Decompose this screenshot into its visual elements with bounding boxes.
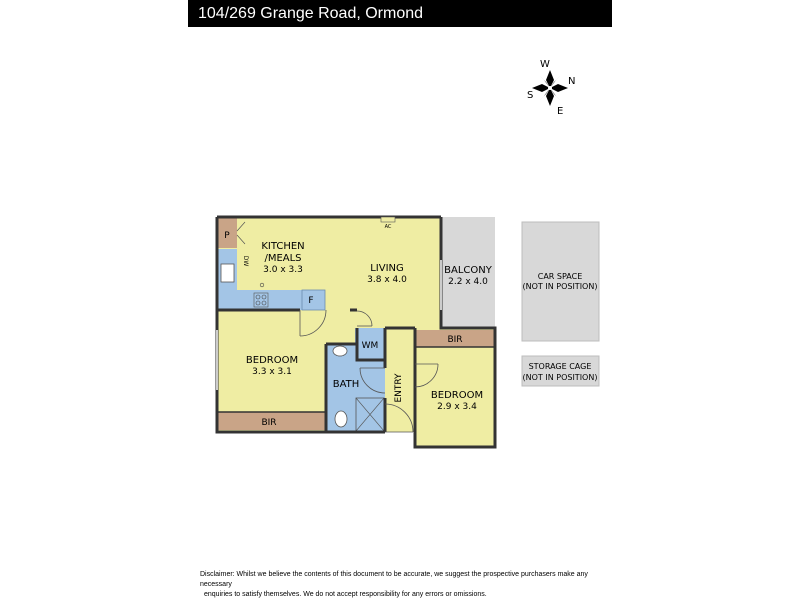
living-size: 3.8 x 4.0 (367, 275, 407, 285)
bir-bedroom2-label: BIR (447, 335, 463, 345)
balcony-size: 2.2 x 4.0 (448, 277, 488, 287)
address-title: 104/269 Grange Road, Ormond (188, 0, 612, 27)
compass-s-label: S (527, 90, 534, 101)
disclaimer-line1: Disclaimer: Whilst we believe the contents of this document to be accurate, we suggest the prospective purchasers make any necessary (200, 571, 588, 588)
entry-label: ENTRY (394, 373, 404, 403)
disclaimer-line2: enquiries to satisfy themselves. We do not accept responsibility for any errors or omissions. (204, 591, 487, 598)
compass-n-label: N (568, 76, 576, 87)
sink-icon (221, 264, 234, 282)
bedroom2-label: BEDROOM (430, 390, 484, 401)
car-space-label: CAR SPACE (537, 272, 583, 281)
bedroom1-size: 3.3 x 3.1 (252, 367, 292, 377)
storage-cage-label: STORAGE CAGE (528, 362, 592, 371)
dishwasher-label: DW (242, 255, 249, 267)
fridge-label: F (308, 296, 314, 306)
basin-icon (333, 346, 347, 356)
cooktop-icon (254, 293, 268, 307)
car-space-note: (NOT IN POSITION) (522, 282, 598, 291)
living-label: LIVING (370, 263, 404, 274)
pantry-label: P (224, 231, 230, 241)
bir-bedroom1-label: BIR (261, 418, 277, 428)
storage-cage-note: (NOT IN POSITION) (522, 373, 598, 382)
balcony-label: BALCONY (444, 265, 492, 276)
kitchen-label-line2: /MEALS (264, 253, 302, 264)
compass-rose-icon (532, 70, 568, 106)
ac-unit-icon (381, 217, 395, 222)
washing-machine-label: WM (361, 341, 379, 351)
kitchen-label: KITCHEN (261, 241, 305, 252)
compass-e-label: E (557, 106, 564, 117)
ac-label: AC (384, 224, 392, 230)
disclaimer (200, 570, 610, 600)
compass-w-label: W (540, 59, 550, 70)
toilet-icon (335, 411, 347, 427)
kitchen-size: 3.0 x 3.3 (263, 265, 303, 275)
bath-label: BATH (332, 379, 360, 390)
bedroom1-label: BEDROOM (245, 355, 299, 366)
bedroom2-size: 2.9 x 3.4 (437, 402, 477, 412)
